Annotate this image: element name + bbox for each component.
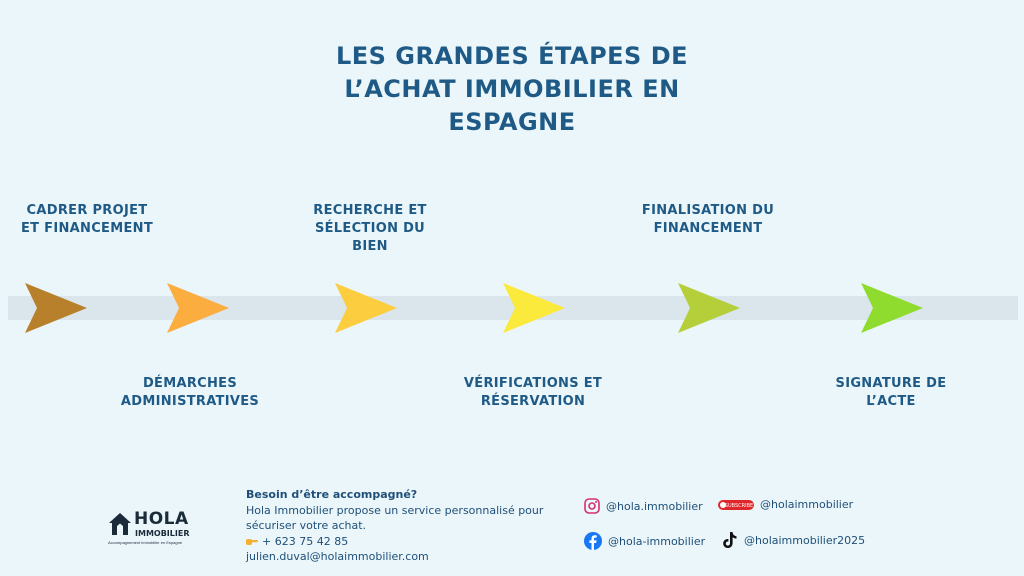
step-label-line: ADMINISTRATIVES (120, 394, 260, 409)
logo-name: HOLA (134, 509, 189, 529)
step-label-line: SÉLECTION DU (314, 221, 426, 236)
step-arrow-5 (678, 283, 740, 333)
youtube-subscribe-icon (718, 499, 754, 511)
step-arrow-4 (503, 283, 565, 333)
step-label-4 (448, 375, 618, 411)
arrow-shape (678, 283, 740, 333)
step-label-line: SIGNATURE DE (835, 376, 947, 391)
step-label-line: RECHERCHE ET (313, 203, 427, 218)
title-line: ESPAGNE (448, 108, 576, 136)
arrow-shape (25, 283, 87, 333)
step-arrow-1 (25, 283, 87, 333)
pointing-hand-icon (246, 536, 258, 546)
youtube-handle[interactable]: @holaimmobilier (760, 498, 854, 511)
page-title (312, 40, 712, 139)
step-label-line: RÉSERVATION (480, 394, 586, 409)
youtube-badge-text: SUBSCRIBE (724, 502, 754, 509)
step-label-line: ET FINANCEMENT (21, 221, 153, 236)
step-label-5 (625, 202, 791, 238)
logo-tagline: Accompagnement immobilier en Espagne (108, 540, 183, 545)
title-line: LES GRANDES ÉTAPES DE (335, 42, 689, 70)
arrow-shape (503, 283, 565, 333)
contact-description: sécuriser votre achat. (246, 519, 367, 532)
step-label-line: DÉMARCHES (142, 376, 238, 391)
facebook-handle[interactable]: @hola-immobilier (608, 534, 706, 548)
social-instagram[interactable] (584, 498, 703, 514)
step-label-2 (105, 375, 275, 411)
tiktok-icon (722, 531, 738, 549)
step-arrow-2 (167, 283, 229, 333)
contact-heading: Besoin d’être accompagné? (246, 488, 418, 501)
arrow-shape (335, 283, 397, 333)
arrow-shape (167, 283, 229, 333)
house-icon (108, 512, 132, 536)
hola-logo (106, 508, 198, 550)
contact-phone[interactable]: + 623 75 42 85 (262, 534, 349, 548)
instagram-icon (584, 498, 600, 514)
step-label-line: FINANCEMENT (653, 221, 763, 236)
step-label-6 (816, 375, 966, 411)
step-label-line: BIEN (352, 239, 388, 254)
step-label-line: VÉRIFICATIONS ET (463, 376, 603, 391)
step-arrow-6 (861, 283, 923, 333)
step-label-3 (290, 202, 450, 256)
step-label-1 (2, 202, 172, 238)
social-tiktok[interactable] (722, 531, 865, 549)
step-label-line: L’ACTE (866, 394, 916, 409)
social-youtube[interactable] (718, 498, 853, 511)
facebook-icon (584, 532, 602, 550)
arrow-shape (861, 283, 923, 333)
step-label-line: CADRER PROJET (26, 203, 148, 218)
tiktok-handle[interactable]: @holaimmobilier2025 (744, 533, 866, 547)
contact-description: Hola Immobilier propose un service personnalisé pour (246, 503, 544, 517)
step-arrow-3 (335, 283, 397, 333)
contact-phone-row (246, 534, 556, 550)
contact-block (246, 487, 556, 565)
step-label-line: FINALISATION DU (641, 203, 775, 218)
instagram-handle[interactable]: @hola.immobilier (606, 499, 703, 513)
contact-email[interactable]: julien.duval@holaimmobilier.com (246, 550, 429, 563)
social-facebook[interactable] (584, 532, 705, 550)
logo-sub: IMMOBILIER (135, 529, 190, 538)
title-line: L’ACHAT IMMOBILIER EN (344, 75, 680, 103)
